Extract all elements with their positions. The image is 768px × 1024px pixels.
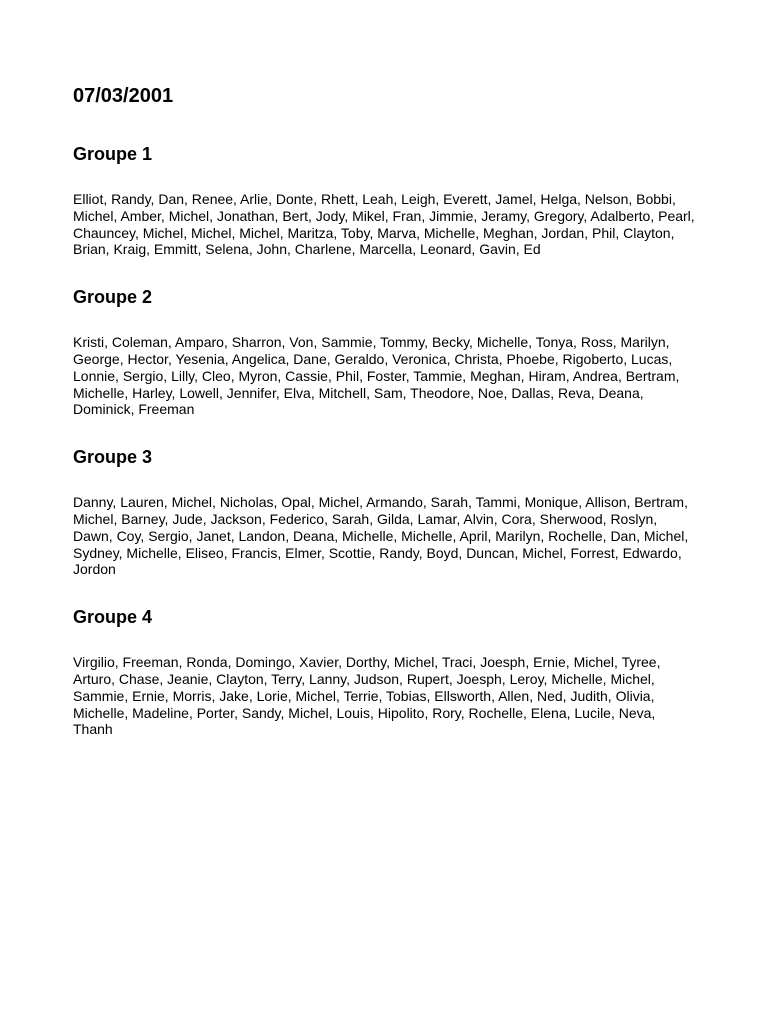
document-date: 07/03/2001 — [73, 85, 174, 107]
group-names: Kristi, Coleman, Amparo, Sharron, Von, Sammie, Tommy, Becky, Michelle, Tonya, Ross, Marilyn, George, Hector, Yesenia, Angelica, Dane, Geraldo, Veronica, Christa, Phoebe, Rigoberto, Lucas, Lonnie, Sergio, Lilly, Cleo, Myron, Cassie, Phil, Foster, Tammie, Meghan, Hiram, Andrea, Bertram, Michelle, Harley, Lowell, Jennifer, Elva, Mitchell, Sam, Theodore, Noe, Dallas, Reva, Deana, Dominick, Freeman — [73, 334, 680, 418]
group-title: Groupe 3 — [73, 447, 153, 468]
document-page — [73, 82, 698, 765]
group-names: Virgilio, Freeman, Ronda, Domingo, Xavier, Dorthy, Michel, Traci, Joesph, Ernie, Michel, Tyree, Arturo, Chase, Jeanie, Clayton, Terry, Lanny, Judson, Rupert, Joesph, Leroy, Michelle, Michel, Sammie, Ernie, Morris, Jake, Lorie, Michel, Terrie, Tobias, Ellsworth, Allen, Ned, Judith, Olivia, Michelle, Madeline, Porter, Sandy, Michel, Louis, Hipolito, Rory, Rochelle, Elena, Lucile, Neva, Thanh — [73, 654, 661, 738]
group-names: Danny, Lauren, Michel, Nicholas, Opal, Michel, Armando, Sarah, Tammi, Monique, Allison, Bertram, Michel, Barney, Jude, Jackson, Federico, Sarah, Gilda, Lamar, Alvin, Cora, Sherwood, Roslyn, Dawn, Coy, Sergio, Janet, Landon, Deana, Michelle, Michelle, April, Marilyn, Rochelle, Dan, Michel, Sydney, Michelle, Eliseo, Francis, Elmer, Scottie, Randy, Boyd, Duncan, Michel, Forrest, Edwardo, Jordon — [73, 494, 689, 578]
group-section-3 — [73, 445, 698, 578]
group-section-2 — [73, 285, 698, 418]
group-title: Groupe 4 — [73, 607, 153, 628]
group-section-1 — [73, 142, 698, 258]
group-title: Groupe 1 — [73, 144, 153, 164]
group-title: Groupe 2 — [73, 287, 153, 308]
group-section-4 — [73, 605, 698, 738]
group-names: Elliot, Randy, Dan, Renee, Arlie, Donte, Rhett, Leah, Leigh, Everett, Jamel, Helga, Nelson, Bobbi, Michel, Amber, Michel, Jonathan, Bert, Jody, Mikel, Fran, Jimmie, Jeramy, Gregory, Adalberto, Pearl, Chauncey, Michel, Michel, Michel, Maritza, Toby, Marva, Michelle, Meghan, Jordan, Phil, Clayton, Brian, Kraig, Emmitt, Selena, John, Charlene, Marcella, Leonard, Gavin, Ed — [73, 191, 695, 258]
